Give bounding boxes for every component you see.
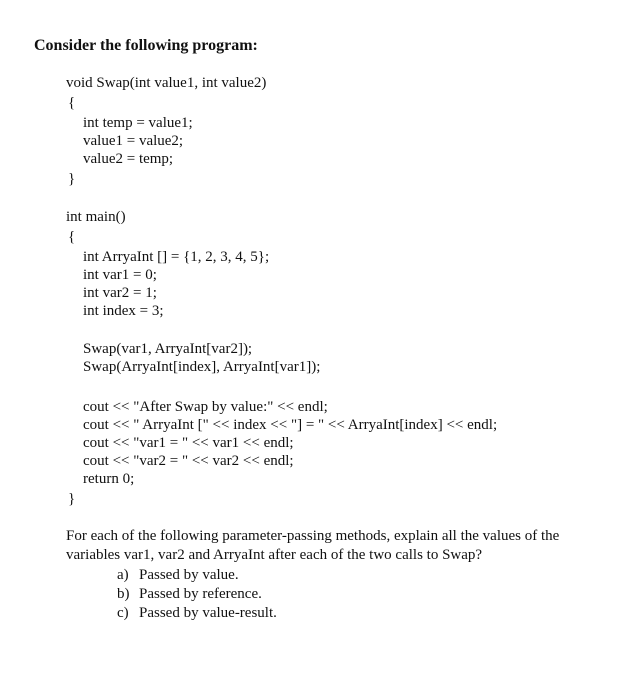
main-close-brace: } xyxy=(68,491,76,507)
main-open-brace: { xyxy=(68,229,76,245)
option-letter: a) xyxy=(117,567,129,583)
main-signature: int main() xyxy=(66,209,126,225)
main-declaration: int var1 = 0; xyxy=(83,267,157,283)
main-call: Swap(var1, ArryaInt[var2]); xyxy=(83,341,253,357)
main-declaration: int index = 3; xyxy=(83,303,164,319)
swap-line: int temp = value1; xyxy=(83,115,193,131)
main-return: return 0; xyxy=(83,471,135,487)
option-item xyxy=(117,566,277,585)
option-text: Passed by value-result. xyxy=(139,605,277,621)
swap-signature: void Swap(int value1, int value2) xyxy=(66,75,267,91)
swap-open-brace: { xyxy=(68,95,76,111)
options-list xyxy=(117,566,277,623)
main-output: cout << "After Swap by value:" << endl; xyxy=(83,399,328,415)
option-item xyxy=(117,585,277,604)
main-output: cout << "var2 = " << var2 << endl; xyxy=(83,453,294,469)
main-output: cout << " ArryaInt [" << index << "] = " << ArryaInt[index] << endl; xyxy=(83,417,498,433)
main-output: cout << "var1 = " << var1 << endl; xyxy=(83,435,294,451)
swap-close-brace: } xyxy=(68,171,76,187)
main-call: Swap(ArryaInt[index], ArryaInt[var1]); xyxy=(83,359,321,375)
swap-line: value2 = temp; xyxy=(83,151,174,167)
swap-line: value1 = value2; xyxy=(83,133,184,149)
question-text: For each of the following parameter-passing methods, explain all the values of the variables var1, var2 and ArryaInt after each of the two calls to Swap? xyxy=(66,528,560,563)
question-block xyxy=(66,527,616,565)
option-letter: c) xyxy=(117,605,129,621)
option-text: Passed by reference. xyxy=(139,586,262,602)
option-item xyxy=(117,604,277,623)
option-letter: b) xyxy=(117,586,130,602)
main-declaration: int ArryaInt [] = {1, 2, 3, 4, 5}; xyxy=(83,249,270,265)
page-heading: Consider the following program: xyxy=(34,37,258,54)
option-text: Passed by value. xyxy=(139,567,239,583)
main-declaration: int var2 = 1; xyxy=(83,285,157,301)
